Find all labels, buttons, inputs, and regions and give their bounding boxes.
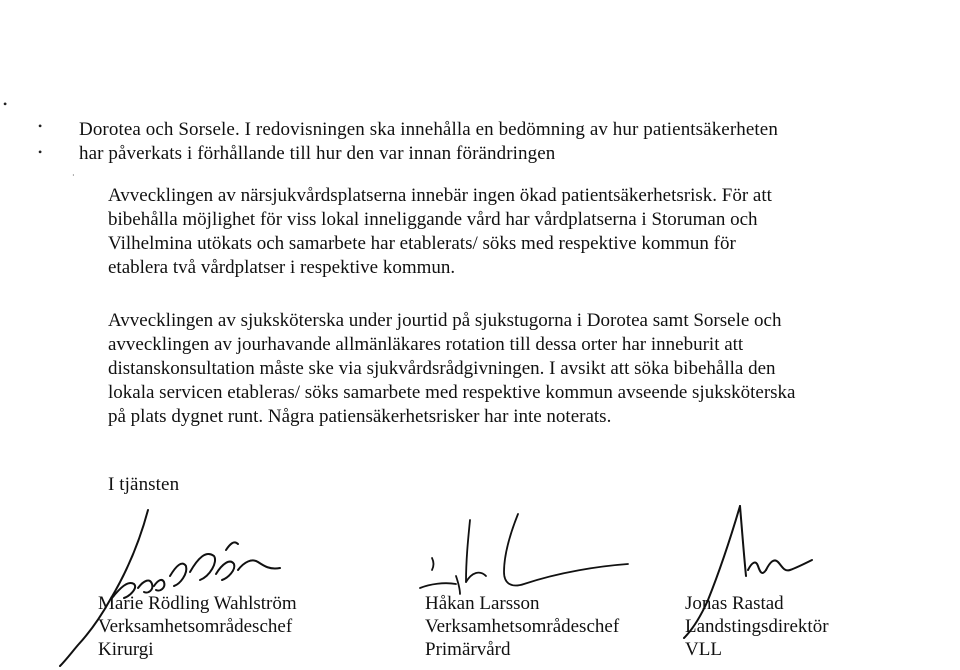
scan-mark: • (3, 97, 8, 111)
paragraph-2 (108, 309, 795, 429)
paragraph-line: Vilhelmina utökats och samarbete har etablerats/ söks med respektive kommun för (108, 233, 736, 254)
paragraph-line: Avvecklingen av närsjukvårdsplatserna innebär ingen ökad patientsäkerhetsrisk. För att (108, 185, 772, 206)
paragraph-line: bibehålla möjlighet för viss lokal inneliggande vård har vårdplatserna i Storuman och (108, 209, 758, 230)
signer-name: Håkan Larsson (425, 593, 540, 614)
signer-unit: VLL (685, 639, 722, 660)
paragraph-line: Avvecklingen av sjuksköterska under jourtid på sjukstugorna i Dorotea samt Sorsele och (108, 310, 782, 331)
signer-name: Jonas Rastad (685, 593, 784, 614)
paragraph-line: avvecklingen av jourhavande allmänläkares rotation till dessa orter har inneburit att (108, 334, 744, 355)
signer-block (98, 592, 297, 661)
paragraph-line: etablera två vårdplatser i respektive kommun. (108, 257, 456, 278)
intro-line-2: har påverkats i förhållande till hur den var innan förändringen (79, 143, 556, 164)
signer-unit: Kirurgi (98, 639, 154, 660)
signer-title: Verksamhetsområdeschef (98, 616, 293, 637)
scan-mark: · (72, 171, 75, 180)
signer-title: Verksamhetsområdeschef (425, 616, 620, 637)
paragraph-1 (108, 184, 772, 280)
bullet-mark: • (38, 119, 43, 133)
paragraph-line: lokala servicen etableras/ söks samarbete med respektive kommun avseende sjuksköterska (108, 382, 796, 403)
signer-block (425, 592, 619, 661)
paragraph-line: på plats dygnet runt. Några patiensäkerhetsrisker har inte noterats. (108, 406, 612, 427)
paragraph-line: distanskonsultation måste ske via sjukvårdsrådgivningen. I avsikt att söka bibehålla den (108, 358, 776, 379)
signer-unit: Primärvård (425, 639, 511, 660)
closing-text: I tjänsten (108, 474, 180, 495)
intro-line-1: Dorotea och Sorsele. I redovisningen ska innehålla en bedömning av hur patientsäkerheten (79, 119, 778, 140)
bullet-mark: • (38, 145, 43, 159)
signer-name: Marie Rödling Wahlström (98, 593, 297, 614)
signer-title: Landstingsdirektör (685, 616, 829, 637)
signer-block (685, 592, 829, 661)
